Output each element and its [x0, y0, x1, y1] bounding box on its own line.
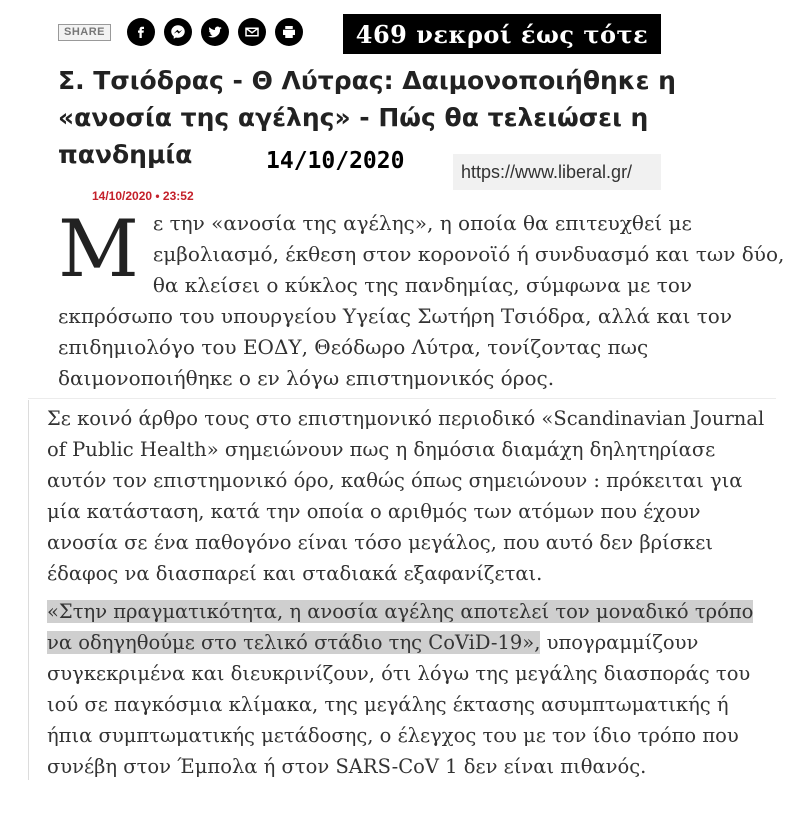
share-bar	[58, 14, 312, 50]
overlay-date: 14/10/2020	[266, 148, 405, 174]
email-icon[interactable]	[238, 18, 266, 46]
article-paragraph-1	[58, 203, 786, 394]
dropcap: Μ	[58, 203, 139, 295]
facebook-icon[interactable]	[127, 18, 155, 46]
left-border	[28, 400, 29, 780]
deaths-caption: 469 νεκροί έως τότε	[343, 14, 661, 54]
article-headline: Σ. Τσιόδρας - Θ Λύτρας: Δαιμονοποιήθηκε η «ανοσία της αγέλης» - Πώς θα τελειώσει η πανδημία	[58, 66, 676, 169]
article-paragraph-3	[47, 596, 777, 782]
highlighted-quote: «Στην πραγματικότητα, η ανοσία αγέλης αποτελεί τον μοναδικό τρόπο να οδηγηθούμε στο τελικό στάδιο της CoViD-19»,	[47, 600, 754, 654]
messenger-icon[interactable]	[164, 18, 192, 46]
article-paragraph-2: Σε κοινό άρθρο τους στο επιστημονικό περιοδικό «Scandinavian Journal of Public Health» σημειώνουν πως η δημόσια διαμάχη δηλητηρίασε αυτόν τον επιστημονικό όρο, καθώς όπως σημειώνουν : πρόκειται για μία κατάσταση, κατά την οποία ο αριθμός των ατόμων που έχουν ανοσία σε ένα παθογόνο είναι τόσο μεγάλος, που αυτό δεν βρίσκει έδαφος να διασπαρεί και σταδιακά εξαφανίζεται.	[47, 407, 765, 585]
print-icon[interactable]	[275, 18, 303, 46]
twitter-icon[interactable]	[201, 18, 229, 46]
article-timestamp: 14/10/2020 • 23:52	[92, 189, 194, 203]
section-divider	[28, 398, 776, 399]
source-url: https://www.liberal.gr/	[453, 154, 661, 190]
paragraph-3-text: υπογραμμίζουν συγκεκριμένα και διευκρινίζουν, ότι λόγω της μεγάλης διασποράς του ιού σε παγκόσμια κλίμακα, της μεγάλης έκτασης ασυμπτωματικής ή ήπια συμπτωματικής μετάδοσης, ο έλεγχος του με τον ίδιο τρόπο που συνέβη στον Έμπολα ή στον SARS-CoV 1 δεν είναι πιθανός.	[47, 631, 751, 778]
share-label: SHARE	[58, 24, 111, 41]
paragraph-1-text: ε την «ανοσία της αγέλης», η οποία θα επιτευχθεί με εμβολιασμό, έκθεση στον κορονοϊό ή συνδυασμό και των δύο, θα κλείσει ο κύκλος της πανδημίας, σύμφωνα με τον εκπρόσωπο του υπουργείου Υγείας Σωτήρη Τσιόδρα, αλλά και τον επιδημιολόγο του ΕΟΔΥ, Θεόδωρο Λύτρα, τονίζοντας πως δαιμονοποιήθηκε ο εν λόγω επιστημονικός όρος.	[58, 211, 785, 390]
